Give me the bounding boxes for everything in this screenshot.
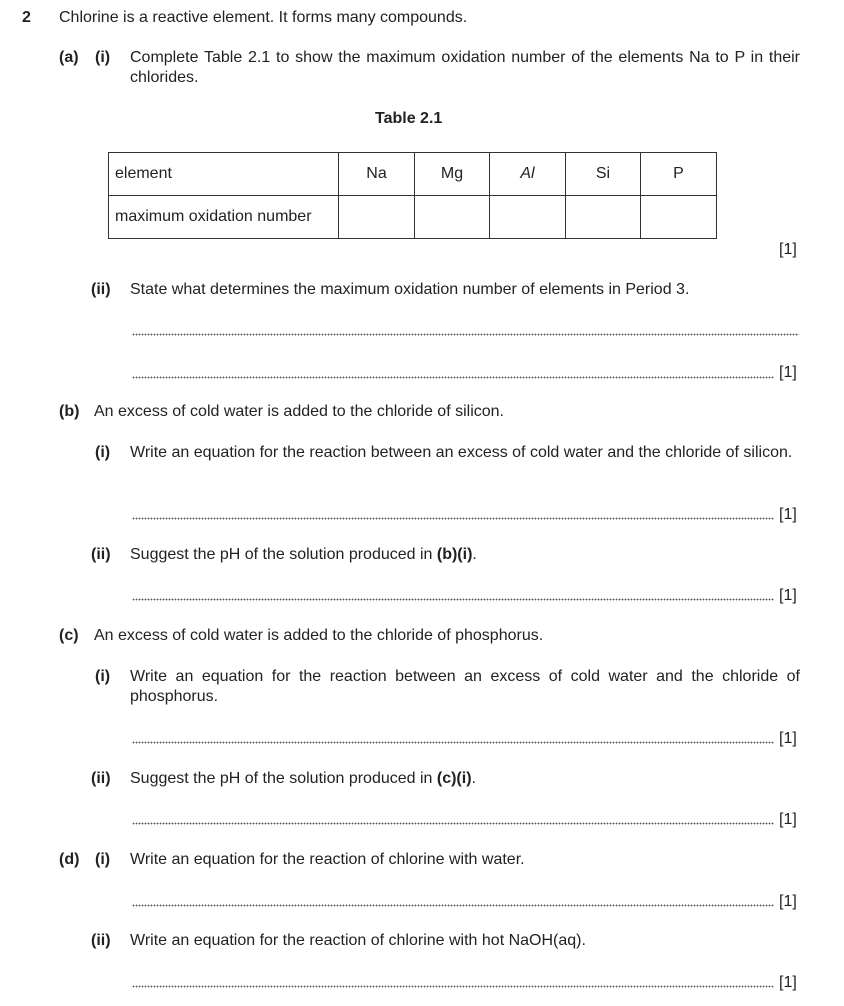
part-d-ii-text: Write an equation for the reaction of chlorine with hot NaOH(aq). bbox=[130, 932, 586, 949]
mark-c-i: [1] bbox=[779, 730, 797, 747]
part-d-label: (d) bbox=[59, 851, 80, 868]
question-intro: Chlorine is a reactive element. It forms many compounds. bbox=[59, 9, 468, 26]
part-c-label: (c) bbox=[59, 627, 79, 644]
answer-line-d-ii[interactable] bbox=[132, 985, 774, 988]
mark-b-i: [1] bbox=[779, 506, 797, 523]
part-d-i-text: Write an equation for the reaction of chlorine with water. bbox=[130, 851, 525, 868]
answer-line-a-ii-2[interactable] bbox=[132, 376, 774, 379]
part-b-text: An excess of cold water is added to the chloride of silicon. bbox=[94, 403, 504, 420]
part-c-text: An excess of cold water is added to the chloride of phosphorus. bbox=[94, 627, 544, 644]
answer-line-b-i[interactable] bbox=[132, 517, 774, 520]
part-a-ii-label: (ii) bbox=[91, 281, 111, 298]
part-b-label: (b) bbox=[59, 403, 80, 420]
part-a-ii-text: State what determines the maximum oxidation number of elements in Period 3. bbox=[130, 281, 690, 298]
answer-line-c-ii[interactable] bbox=[132, 822, 774, 825]
mark-b-ii: [1] bbox=[779, 587, 797, 604]
part-c-i-text: Write an equation for the reaction between an excess of cold water and the chloride of phosphorus. bbox=[130, 668, 800, 705]
row-header-oxidation: maximum oxidation number bbox=[109, 196, 339, 239]
table-row-oxidation bbox=[109, 196, 717, 239]
mark-a-i: [1] bbox=[779, 241, 797, 258]
question-number: 2 bbox=[22, 9, 31, 26]
element-cell-si: Si bbox=[566, 153, 641, 196]
part-b-i-text: Write an equation for the reaction between an excess of cold water and the chloride of silicon. bbox=[130, 444, 793, 461]
element-cell-mg: Mg bbox=[415, 153, 490, 196]
table-row-element bbox=[109, 153, 717, 196]
part-d-i-label: (i) bbox=[95, 851, 111, 868]
table-2-1 bbox=[108, 152, 717, 239]
mark-d-i: [1] bbox=[779, 893, 797, 910]
part-b-ii-text bbox=[130, 545, 477, 565]
answer-cell-na[interactable] bbox=[339, 196, 415, 239]
answer-line-a-ii-1[interactable] bbox=[132, 333, 799, 336]
part-b-ii-text-before: Suggest the pH of the solution produced in bbox=[130, 546, 437, 563]
part-d-ii-label: (ii) bbox=[91, 932, 111, 949]
part-c-ii-text-after: . bbox=[471, 770, 476, 787]
element-cell-al: Al bbox=[490, 153, 566, 196]
answer-line-b-ii[interactable] bbox=[132, 598, 774, 601]
mark-c-ii: [1] bbox=[779, 811, 797, 828]
part-a-i-label: (i) bbox=[95, 49, 111, 66]
part-b-ii-text-after: . bbox=[472, 546, 477, 563]
part-c-ii-label: (ii) bbox=[91, 770, 111, 787]
part-a-label: (a) bbox=[59, 49, 79, 66]
element-cell-p: P bbox=[641, 153, 717, 196]
answer-line-d-i[interactable] bbox=[132, 904, 774, 907]
part-b-ii-label: (ii) bbox=[91, 546, 111, 563]
table-title: Table 2.1 bbox=[375, 110, 443, 127]
part-b-ii-ref: (b)(i) bbox=[436, 546, 473, 563]
answer-cell-al[interactable] bbox=[490, 196, 566, 239]
mark-d-ii: [1] bbox=[779, 974, 797, 991]
part-b-i-label: (i) bbox=[95, 444, 111, 461]
part-c-ii-text bbox=[130, 769, 476, 789]
answer-cell-si[interactable] bbox=[566, 196, 641, 239]
answer-cell-mg[interactable] bbox=[415, 196, 490, 239]
part-a-i-text: Complete Table 2.1 to show the maximum oxidation number of the elements Na to P in their chlorides. bbox=[130, 49, 800, 86]
part-c-ii-ref: (c)(i) bbox=[436, 770, 472, 787]
part-c-i-label: (i) bbox=[95, 668, 111, 685]
answer-cell-p[interactable] bbox=[641, 196, 717, 239]
mark-a-ii: [1] bbox=[779, 364, 797, 381]
row-header-element: element bbox=[109, 153, 339, 196]
part-c-ii-text-before: Suggest the pH of the solution produced in bbox=[130, 770, 437, 787]
element-cell-na: Na bbox=[339, 153, 415, 196]
answer-line-c-i[interactable] bbox=[132, 741, 774, 744]
